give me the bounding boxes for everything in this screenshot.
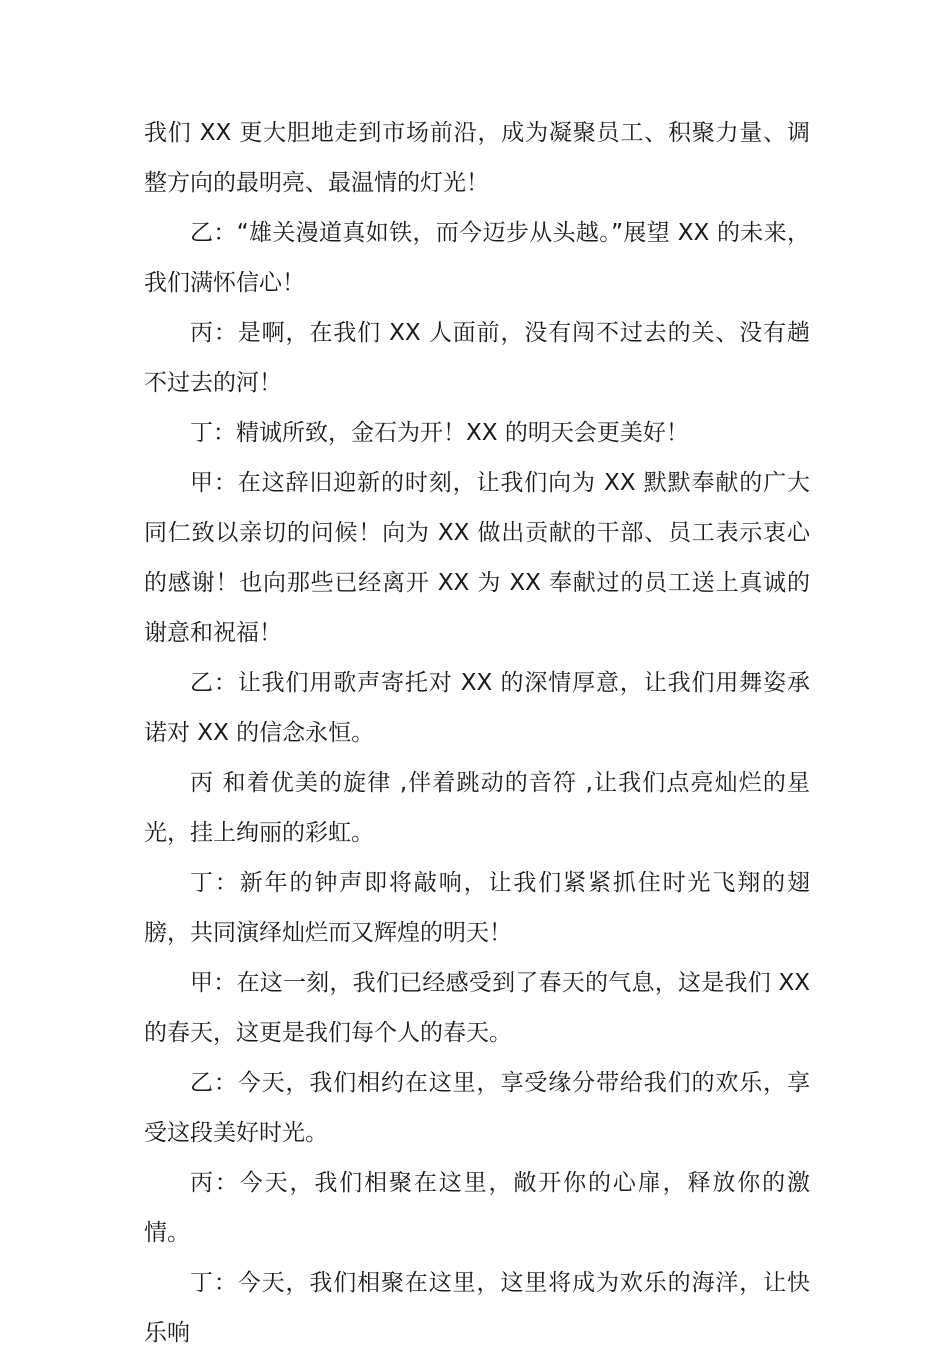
paragraph-7: 丙 和着优美的旋律 ,伴着跳动的音符 ,让我们点亮灿烂的星光，挂上绚丽的彩虹。 xyxy=(144,770,810,846)
paragraph-5: 甲：在这辞旧迎新的时刻，让我们向为 XX 默默奉献的广大同仁致以亲切的问候！向为 XX 做出贡献的干部、员工表示衷心的感谢！也向那些已经离开 XX 为 XX 奉献过的员工送上真诚的谢意和祝福！ xyxy=(144,470,810,646)
paragraph-9: 甲：在这一刻，我们已经感受到了春天的气息，这是我们 XX 的春天，这更是我们每个人的春天。 xyxy=(144,970,810,1046)
paragraph-2: 乙：“雄关漫道真如铁，而今迈步从头越。”展望 XX 的未来，我们满怀信心！ xyxy=(144,220,810,296)
paragraph-4: 丁：精诚所致，金石为开！XX 的明天会更美好！ xyxy=(190,420,689,446)
paragraph-12: 丁：今天，我们相聚在这里，这里将成为欢乐的海洋，让快乐响 xyxy=(144,1270,810,1346)
paragraph-3: 丙：是啊，在我们 XX 人面前，没有闯不过去的关、没有趟不过去的河！ xyxy=(144,320,810,396)
paragraph-1: 我们 XX 更大胆地走到市场前沿，成为凝聚员工、积聚力量、调整方向的最明亮、最温情的灯光！ xyxy=(144,120,810,196)
document-body xyxy=(144,108,810,1358)
paragraph-8: 丁：新年的钟声即将敲响，让我们紧紧抓住时光飞翔的翅膀，共同演绎灿烂而又辉煌的明天！ xyxy=(144,870,810,946)
paragraph-10: 乙：今天，我们相约在这里，享受缘分带给我们的欢乐，享受这段美好时光。 xyxy=(144,1070,810,1146)
paragraph-11: 丙：今天，我们相聚在这里，敞开你的心扉，释放你的激情。 xyxy=(144,1170,810,1246)
paragraph-6: 乙：让我们用歌声寄托对 XX 的深情厚意，让我们用舞姿承诺对 XX 的信念永恒。 xyxy=(144,670,810,746)
